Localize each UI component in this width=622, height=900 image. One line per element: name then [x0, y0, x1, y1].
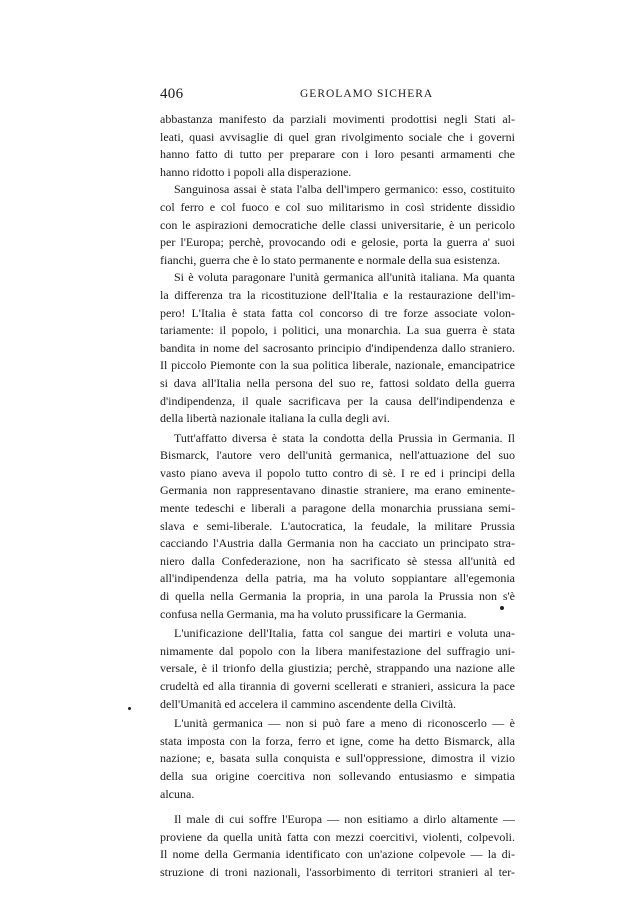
- paragraph: [160, 811, 515, 881]
- text-line: alcuna.: [160, 786, 195, 801]
- text-line: Il male di cui soffre l'Europa — non esitiamo a dirlo altamente —: [174, 812, 515, 827]
- running-head: GEROLAMO SICHERA: [300, 88, 434, 100]
- page-number: 406: [160, 86, 184, 102]
- text-line: Sanguinosa assai è stata l'alba dell'impero germanico: esso, costituito: [174, 182, 515, 197]
- text-line: pero! L'Italia è stata fatta col concorso di tre forze associate volon-: [160, 305, 515, 320]
- paragraph: [160, 269, 515, 427]
- text-line: Il nome della Germania identificato con un'azione colpevole — la di-: [160, 847, 515, 862]
- text-line: struzione di troni nazionali, l'assorbimento di territori stranieri al ter-: [160, 864, 515, 879]
- text-line: confusa nella Germania, ma ha voluto prussificare la Germania.: [160, 606, 467, 621]
- text-line: Si è voluta paragonare l'unità germanica all'unità italiana. Ma quanta: [174, 270, 515, 285]
- text-line: niero dalla Confederazione, non ha sacrificato sè stessa all'unità ed: [160, 553, 515, 568]
- margin-mark: [128, 707, 131, 710]
- text-line: cacciando l'Austria dalla Germania non ha cacciato un principato stra-: [160, 536, 515, 551]
- text-line: per l'Europa; perchè, provocando odi e gelosie, porta la guerra a' suoi: [160, 235, 515, 250]
- text-line: all'indipendenza della patria, ma ha voluto soppiantare all'egemonia: [160, 571, 515, 586]
- page-header: [160, 86, 515, 106]
- paragraph: [160, 111, 515, 181]
- text-line: L'unità germanica — non si può fare a meno di riconoscerlo — è: [174, 716, 515, 731]
- text-line: nazione; e, basata sulla conquista e sull'oppressione, dimostra il vizio: [160, 751, 515, 766]
- text-line: stata imposta con la forza, ferro et igne, come ha detto Bismarck, alla: [160, 733, 515, 748]
- text-line: di quella nella Germania la propria, in una parola la Prussia non s'è: [160, 589, 515, 604]
- margin-mark: [500, 606, 504, 610]
- text-line: leati, quasi avvisaglie di quel gran rivolgimento sociale che i governi: [160, 129, 515, 144]
- text-line: hanno ridotto i popoli alla disperazione.: [160, 164, 352, 179]
- text-line: mente tedeschi e liberali a paragone della monarchia prussiana semi-: [160, 501, 515, 516]
- text-line: proviene da quella unità fatta con mezzi coercitivi, violenti, colpevoli.: [160, 829, 515, 844]
- text-line: bandita in nome del sacrosanto principio d'indipendenza dallo straniero.: [160, 340, 515, 355]
- text-line: crudeltà ed alla tirannia di governi scellerati e stranieri, assicura la pace: [160, 679, 515, 693]
- paragraph: [160, 625, 515, 713]
- paragraph-gap: [160, 803, 515, 811]
- text-line: slava e semi-liberale. L'autocratica, la feudale, la militare Prussia: [160, 518, 515, 533]
- text-line: nimamente dal popolo con la libera manifestazione del suffragio uni-: [160, 643, 515, 658]
- text-line: d'indipendenza, il quale sacrificava per la causa dell'indipendenza e: [160, 393, 515, 408]
- text-line: abbastanza manifesto da parziali movimenti prodottisi negli Stati al-: [160, 112, 515, 126]
- text-line: della libertà nazionale italiana la culla degli avi.: [160, 411, 390, 426]
- text-line: tariamente: il popolo, i politici, una monarchia. La sua guerra è stata: [160, 323, 515, 338]
- text-line: fianchi, guerra che è lo stato permanente e normale della sua esistenza.: [160, 252, 501, 267]
- text-line: vasto piano aveva il popolo tutto contro di sè. I re ed i principi della: [160, 465, 515, 480]
- text-line: della sua origine coercitiva non sollevando entusiasmo e simpatia: [160, 768, 515, 783]
- text-line: la differenza tra la ricostituzione dell'Italia e la restaurazione dell'im-: [160, 287, 515, 302]
- text-line: versale, è il trionfo della giustizia; perchè, strappando una nazione alle: [160, 661, 515, 676]
- text-line: si dava all'Italia nella persona del suo re, fattosi soldato della guerra: [160, 375, 515, 390]
- text-line: Bismarck, l'autore vero dell'unità germanica, nell'attuazione del suo: [160, 448, 515, 463]
- text-line: Germania non rappresentavano dinastie straniere, ma erano eminente-: [160, 483, 515, 498]
- paragraph: [160, 181, 515, 269]
- text-line: dell'Umanità ed accelera il cammino ascendente della Civiltà.: [160, 696, 457, 711]
- text-line: Il piccolo Piemonte con la sua politica liberale, nazionale, emancipatrice: [160, 358, 515, 373]
- paragraph: [160, 430, 515, 624]
- body-text: [160, 111, 515, 882]
- text-line: hanno fatto di tutto per preparare con i loro pesanti armamenti che: [160, 147, 515, 162]
- text-line: col ferro e col fuoco e col suo militarismo in così stridente dissidio: [160, 199, 515, 214]
- text-line: Tutt'affatto diversa è stata la condotta della Prussia in Germania. Il: [174, 430, 515, 445]
- paragraph: [160, 715, 515, 803]
- text-line: L'unificazione dell'Italia, fatta col sangue dei martiri e voluta una-: [174, 626, 515, 641]
- text-line: con le aspirazioni democratiche delle classi universitarie, è un pericolo: [160, 217, 515, 232]
